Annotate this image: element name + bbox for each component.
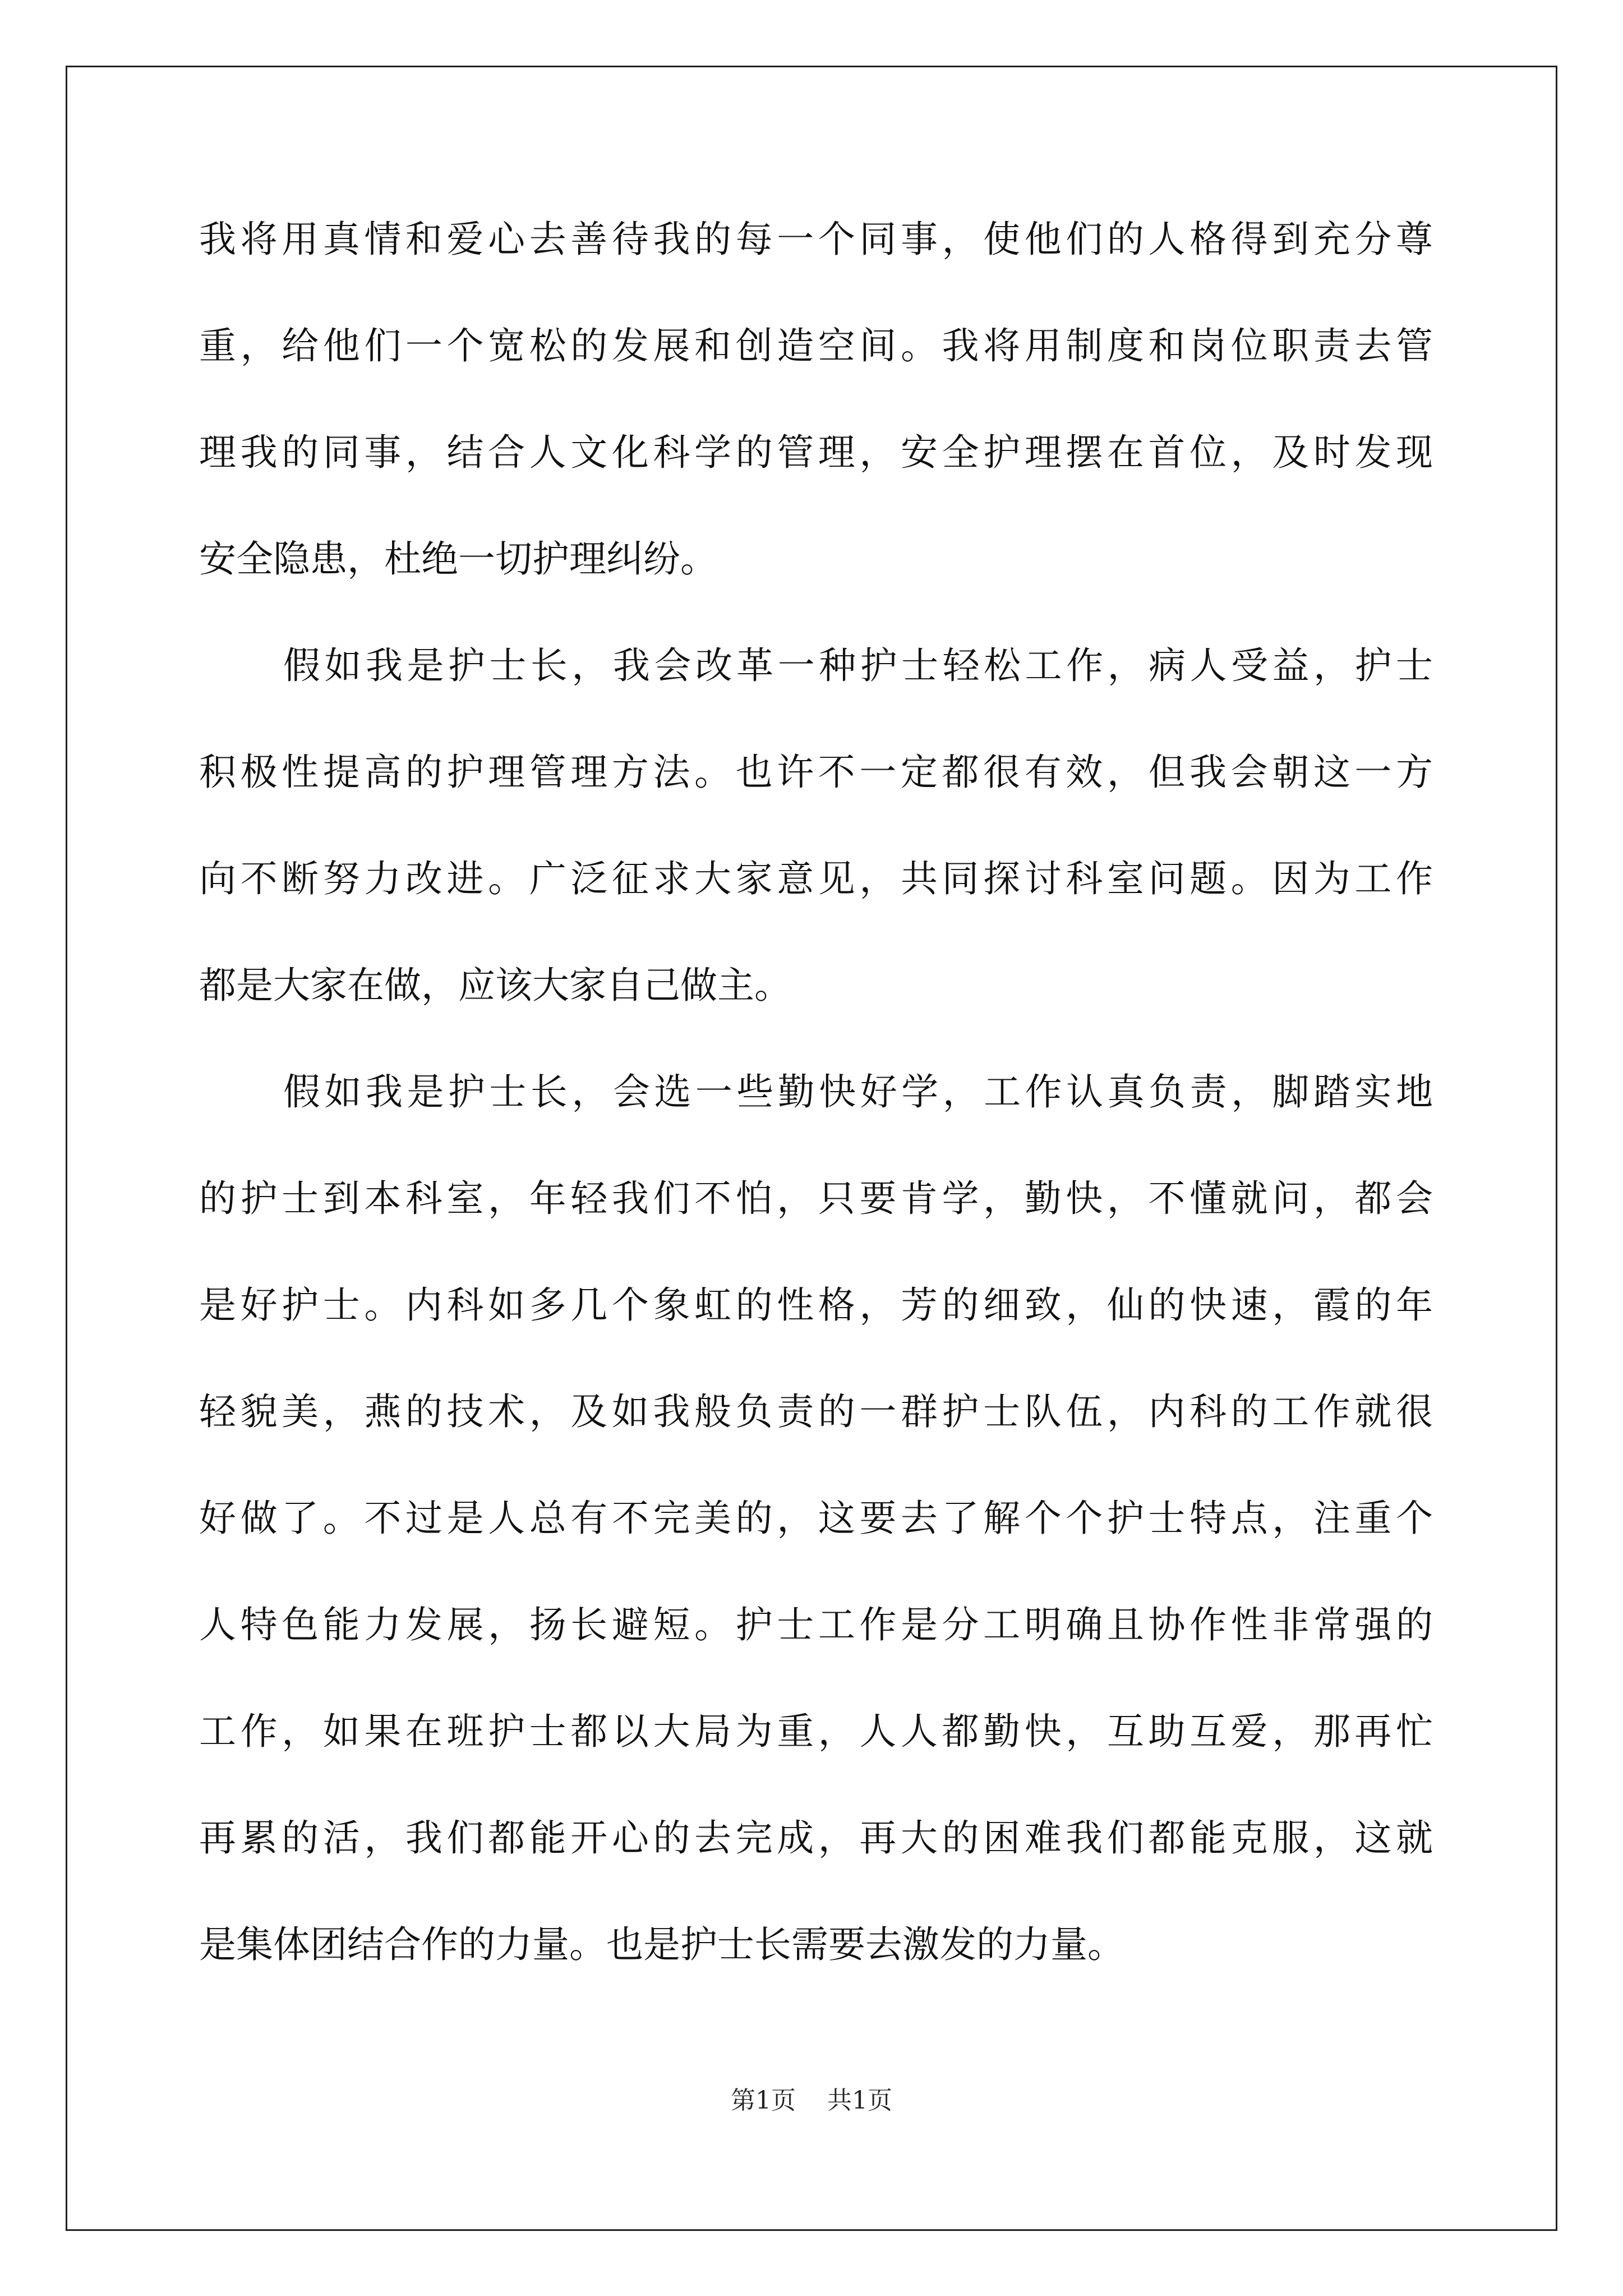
text-line: 理我的同事，结合人文化科学的管理，安全护理摆在首位，及时发现: [199, 431, 1433, 474]
text-line: 假如我是护士长，会选一些勤快好学，工作认真负责，脚踏实地: [283, 1070, 1433, 1114]
text-line: 安全隐患，杜绝一切护理纠纷。: [199, 537, 717, 581]
text-line: 重，给他们一个宽松的发展和创造空间。我将用制度和岗位职责去管: [199, 324, 1433, 367]
page-number-footer: 第1页 共1页: [731, 2086, 892, 2115]
document-body: [199, 213, 1433, 1971]
text-line: 好做了。不过是人总有不完美的，这要去了解个个护士特点，注重个: [199, 1497, 1433, 1540]
text-line: 向不断努力改进。广泛征求大家意见，共同探讨科室问题。因为工作: [199, 857, 1433, 900]
text-line: 是集体团结合作的力量。也是护士长需要去激发的力量。: [199, 1923, 1124, 1966]
text-line: 假如我是护士长，我会改革一种护士轻松工作，病人受益，护士: [283, 644, 1433, 687]
text-line: 是好护士。内科如多几个象虹的性格，芳的细致，仙的快速，霞的年: [199, 1283, 1433, 1327]
text-line: 再累的活，我们都能开心的去完成，再大的困难我们都能克服，这就: [199, 1816, 1433, 1860]
text-line: 我将用真情和爱心去善待我的每一个同事，使他们的人格得到充分尊: [199, 218, 1433, 261]
text-line: 轻貌美，燕的技术，及如我般负责的一群护士队伍，内科的工作就很: [199, 1390, 1433, 1433]
text-line: 积极性提高的护理管理方法。也许不一定都很有效，但我会朝这一方: [199, 751, 1433, 794]
paragraph-2: [199, 639, 1433, 1012]
text-line: 的护士到本科室，年轻我们不怕，只要肯学，勤快，不懂就问，都会: [199, 1177, 1433, 1220]
text-line: 人特色能力发展，扬长避短。护士工作是分工明确且协作性非常强的: [199, 1603, 1433, 1646]
paragraph-3: [199, 1066, 1433, 1971]
paragraph-1: [199, 213, 1433, 586]
text-line: 工作，如果在班护士都以大局为重，人人都勤快，互助互爱，那再忙: [199, 1710, 1433, 1753]
text-line: 都是大家在做，应该大家自己做主。: [199, 964, 791, 1007]
